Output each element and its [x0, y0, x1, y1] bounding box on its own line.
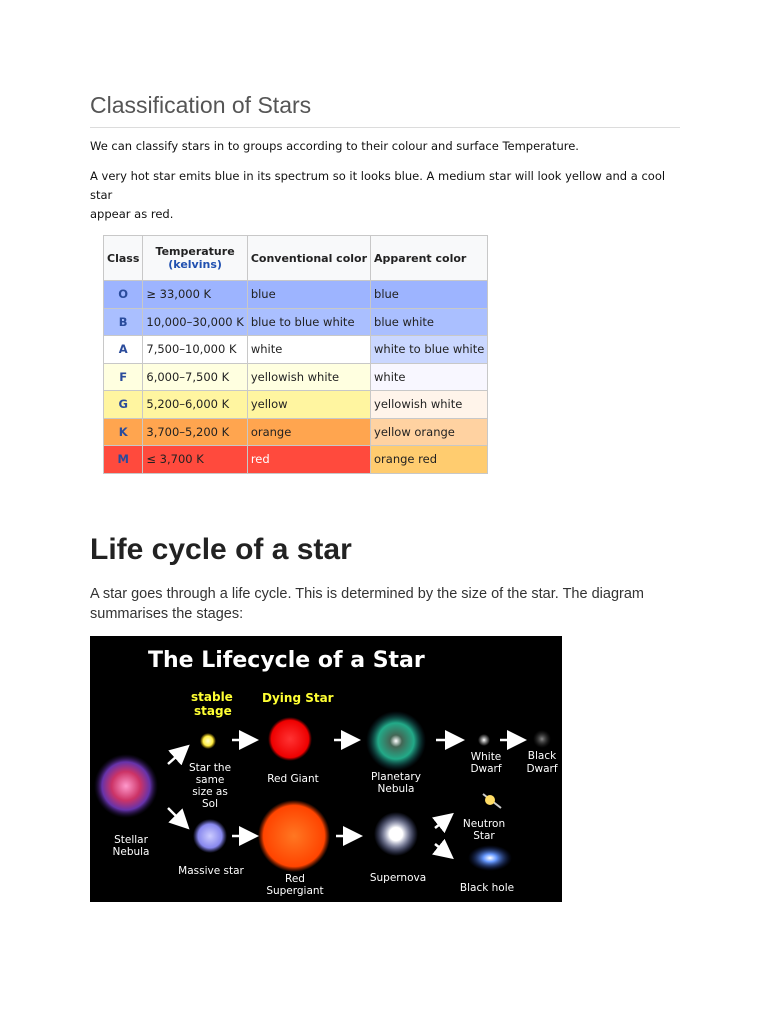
header-apparent-color: Apparent color [371, 236, 488, 281]
planetary-nebula-label: Nebula [377, 783, 415, 795]
sun-like-star-label: same [195, 774, 225, 786]
apparent-color-cell: white to blue white [371, 336, 488, 364]
table-row [104, 418, 488, 446]
apparent-color-cell: orange red [371, 446, 488, 474]
class-cell: O [104, 281, 143, 309]
sun-like-star-label: Sol [201, 798, 219, 810]
temperature-cell: 10,000–30,000 K [143, 308, 247, 336]
paragraph-line: summarises the stages: [90, 606, 244, 622]
conventional-color-cell: orange [247, 418, 370, 446]
white-dwarf-label: White [470, 751, 502, 763]
paragraph-line: A star goes through a life cycle. This is determined by the size of the star. The diagram [90, 586, 644, 602]
class-cell: B [104, 308, 143, 336]
stellar-nebula-label: Nebula [112, 846, 150, 858]
classification-color-paragraph [90, 167, 690, 224]
classification-heading: Classification of Stars [90, 92, 680, 128]
lifecycle-diagram [90, 636, 562, 902]
diagram-title: The Lifecycle of a Star [148, 648, 425, 673]
red-giant-label: Red Giant [267, 773, 319, 785]
header-temperature-label: Temperature [155, 245, 235, 258]
star-classification-table-wrap [103, 235, 487, 474]
black-dwarf-icon [533, 730, 551, 748]
red-supergiant-label: Supergiant [266, 885, 324, 897]
paragraph-line: appear as red. [90, 207, 174, 221]
stellar-nebula-label: Stellar [114, 834, 148, 846]
sun-like-star-label: Star the [188, 762, 232, 774]
supernova-label: Supernova [369, 872, 427, 884]
temperature-cell: 7,500–10,000 K [143, 336, 247, 364]
header-class: Class [104, 236, 143, 281]
lifecycle-heading: Life cycle of a star [90, 533, 352, 566]
apparent-color-cell: white [371, 363, 488, 391]
lifecycle-paragraph [90, 584, 690, 624]
stable-stage-label: stable [191, 690, 233, 704]
table-row [104, 308, 488, 336]
conventional-color-cell: red [247, 446, 370, 474]
table-row [104, 281, 488, 309]
apparent-color-cell: yellow orange [371, 418, 488, 446]
red-giant-icon [268, 717, 312, 761]
dying-star-label: Dying Star [262, 691, 334, 705]
paragraph-line: A very hot star emits blue in its spectrum so it looks blue. A medium star will look yellow and a cool star [90, 169, 666, 202]
temperature-cell: 5,200–6,000 K [143, 391, 247, 419]
temperature-cell: ≥ 33,000 K [143, 281, 247, 309]
table-row [104, 363, 488, 391]
red-supergiant-label: Red [285, 873, 305, 885]
class-cell: G [104, 391, 143, 419]
conventional-color-cell: white [247, 336, 370, 364]
white-dwarf-label: Dwarf [470, 763, 502, 775]
conventional-color-cell: blue [247, 281, 370, 309]
table-header-row [104, 236, 488, 281]
table-row [104, 446, 488, 474]
neutron-star-label: Star [473, 830, 495, 842]
planetary-nebula-icon [366, 711, 426, 771]
supernova-icon [374, 812, 418, 856]
header-temperature [143, 236, 247, 281]
apparent-color-cell: blue white [371, 308, 488, 336]
table-row [104, 336, 488, 364]
class-cell: A [104, 336, 143, 364]
temperature-cell: 6,000–7,500 K [143, 363, 247, 391]
temperature-cell: 3,700–5,200 K [143, 418, 247, 446]
class-cell: K [104, 418, 143, 446]
arrow-icon [435, 816, 450, 828]
conventional-color-cell: yellowish white [247, 363, 370, 391]
temperature-cell: ≤ 3,700 K [143, 446, 247, 474]
black-hole-icon [468, 845, 512, 871]
class-cell: M [104, 446, 143, 474]
classification-intro: We can classify stars in to groups according to their colour and surface Temperature. [90, 139, 579, 153]
planetary-nebula-label: Planetary [371, 771, 421, 783]
stellar-nebula-icon [94, 754, 158, 818]
massive-star-label: Massive star [178, 865, 244, 877]
sun-like-star-label: size as [192, 786, 228, 798]
black-dwarf-label: Dwarf [526, 763, 558, 775]
neutron-star-label: Neutron [462, 818, 506, 830]
apparent-color-cell: yellowish white [371, 391, 488, 419]
apparent-color-cell: blue [371, 281, 488, 309]
black-hole-label: Black hole [459, 882, 515, 894]
class-cell: F [104, 363, 143, 391]
kelvins-link[interactable]: (kelvins) [168, 258, 222, 271]
conventional-color-cell: yellow [247, 391, 370, 419]
arrow-icon [435, 844, 450, 856]
sun-like-star-icon [200, 733, 216, 749]
arrow-icon [168, 808, 186, 826]
massive-star-icon [193, 819, 227, 853]
stable-stage-label: stage [194, 704, 232, 718]
arrow-icon [168, 748, 186, 764]
star-classification-table [103, 235, 488, 474]
neutron-star-icon [483, 794, 501, 808]
white-dwarf-icon [478, 734, 490, 746]
black-dwarf-label: Black [527, 750, 557, 762]
red-supergiant-icon [258, 800, 330, 872]
conventional-color-cell: blue to blue white [247, 308, 370, 336]
lifecycle-diagram-svg [90, 636, 562, 902]
table-row [104, 391, 488, 419]
header-conventional-color: Conventional color [247, 236, 370, 281]
